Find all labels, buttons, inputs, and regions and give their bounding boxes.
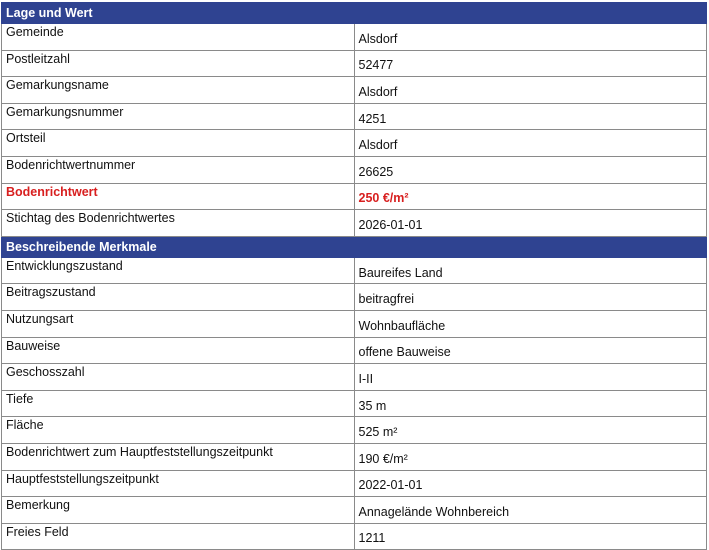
row-geschosszahl — [2, 364, 707, 391]
row-bodenrichtwertnummer — [2, 156, 707, 183]
row-bodenrichtwert — [2, 183, 707, 210]
row-value: 26625 — [354, 156, 707, 183]
row-label: Geschosszahl — [2, 364, 355, 391]
row-value: Alsdorf — [354, 77, 707, 104]
row-label: Bodenrichtwert zum Hauptfeststellungszeitpunkt — [2, 443, 355, 470]
row-label: Nutzungsart — [2, 310, 355, 337]
row-label: Freies Feld — [2, 523, 355, 550]
row-value: 35 m — [354, 390, 707, 417]
row-stichtag — [2, 210, 707, 237]
row-label: Gemarkungsname — [2, 77, 355, 104]
row-value: Alsdorf — [354, 130, 707, 157]
row-beitragszustand — [2, 284, 707, 311]
row-label: Stichtag des Bodenrichtwertes — [2, 210, 355, 237]
row-value: 2026-01-01 — [354, 210, 707, 237]
row-label: Tiefe — [2, 390, 355, 417]
row-label: Fläche — [2, 417, 355, 444]
row-ortsteil — [2, 130, 707, 157]
row-label: Bodenrichtwert — [2, 183, 355, 210]
row-value: 250 €/m² — [354, 183, 707, 210]
row-value: Annagelände Wohnbereich — [354, 497, 707, 524]
row-label: Bauweise — [2, 337, 355, 364]
row-flaeche — [2, 417, 707, 444]
row-label: Bemerkung — [2, 497, 355, 524]
row-label: Ortsteil — [2, 130, 355, 157]
row-value: Wohnbaufläche — [354, 310, 707, 337]
land-value-table — [1, 2, 707, 550]
row-value: Baureifes Land — [354, 257, 707, 284]
row-value: 190 €/m² — [354, 443, 707, 470]
row-value: Alsdorf — [354, 24, 707, 51]
row-freies-feld — [2, 523, 707, 550]
section-title: Lage und Wert — [2, 3, 707, 24]
row-gemarkungsnummer — [2, 103, 707, 130]
row-label: Gemarkungsnummer — [2, 103, 355, 130]
row-postleitzahl — [2, 50, 707, 77]
row-label: Hauptfeststellungszeitpunkt — [2, 470, 355, 497]
row-entwicklungszustand — [2, 257, 707, 284]
row-value: beitragfrei — [354, 284, 707, 311]
row-bauweise — [2, 337, 707, 364]
row-label: Postleitzahl — [2, 50, 355, 77]
row-value: 52477 — [354, 50, 707, 77]
row-gemeinde — [2, 24, 707, 51]
section-header-lage — [2, 3, 707, 24]
row-value: offene Bauweise — [354, 337, 707, 364]
row-label: Beitragszustand — [2, 284, 355, 311]
row-bemerkung — [2, 497, 707, 524]
section-header-merkmale — [2, 236, 707, 257]
row-value: 525 m² — [354, 417, 707, 444]
row-label: Gemeinde — [2, 24, 355, 51]
row-label: Entwicklungszustand — [2, 257, 355, 284]
row-value: 2022-01-01 — [354, 470, 707, 497]
row-bodenrichtwert-hauptfeststellung — [2, 443, 707, 470]
row-value: 1211 — [354, 523, 707, 550]
section-title: Beschreibende Merkmale — [2, 236, 707, 257]
row-nutzungsart — [2, 310, 707, 337]
row-hauptfeststellungszeitpunkt — [2, 470, 707, 497]
row-gemarkungsname — [2, 77, 707, 104]
row-value: 4251 — [354, 103, 707, 130]
row-value: I-II — [354, 364, 707, 391]
row-label: Bodenrichtwertnummer — [2, 156, 355, 183]
row-tiefe — [2, 390, 707, 417]
